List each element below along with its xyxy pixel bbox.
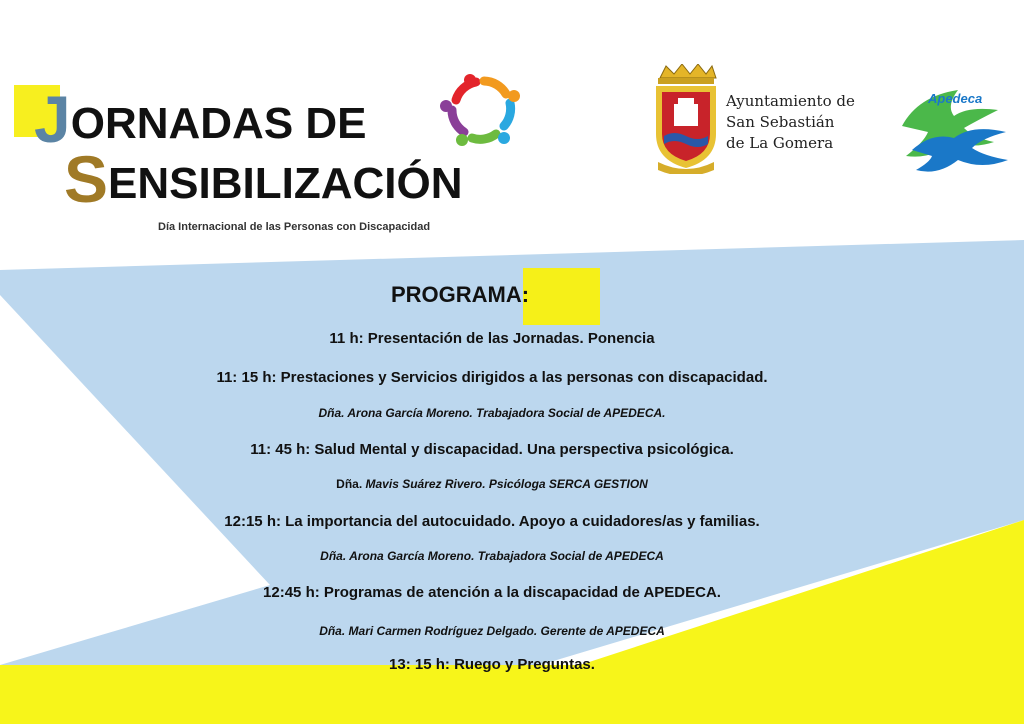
ayuntamiento-line-1: Ayuntamiento de [726, 92, 855, 110]
title-line-1-text: ORNADAS DE [70, 99, 367, 148]
program-item-6: 13: 15 h: Ruego y Preguntas. [389, 656, 595, 673]
program-speaker-3-prefix: Dña. [336, 477, 363, 491]
program-title: PROGRAMA: [390, 282, 530, 307]
program-speaker-3 [0, 477, 984, 491]
program-item-2: 11: 15 h: Prestaciones y Servicios dirigidos a las personas con discapacidad. [216, 369, 768, 386]
program-item-1: 11 h: Presentación de las Jornadas. Ponencia [329, 330, 655, 347]
ayuntamiento-name [726, 91, 855, 154]
program-item-4: 12:15 h: La importancia del autocuidado. Apoyo a cuidadores/as y familias. [224, 513, 760, 530]
ayuntamiento-line-3: de La Gomera [726, 134, 834, 152]
people-ring-icon [436, 70, 528, 152]
title-initial-j: J [34, 82, 71, 156]
title-line-2 [64, 142, 463, 216]
ayuntamiento-line-2: San Sebastián [726, 113, 835, 131]
subtitle: Día Internacional de las Personas con Discapacidad [158, 221, 431, 233]
program-speaker-5: Dña. Mari Carmen Rodríguez Delgado. Gerente de APEDECA [319, 624, 665, 638]
title-line-2-text: ENSIBILIZACIÓN [108, 159, 463, 208]
title-initial-s: S [64, 142, 109, 216]
program-item-3: 11: 45 h: Salud Mental y discapacidad. Una perspectiva psicológica. [250, 441, 734, 458]
program-speaker-3-text: Mavis Suárez Rivero. Psicóloga SERCA GESTION [365, 477, 648, 491]
coat-of-arms-icon [652, 64, 720, 174]
apedeca-logo-text: Apedeca [928, 91, 983, 106]
program-item-5: 12:45 h: Programas de atención a la discapacidad de APEDECA. [263, 584, 721, 601]
program-speaker-4: Dña. Arona García Moreno. Trabajadora Social de APEDECA [320, 549, 664, 563]
program-speaker-2: Dña. Arona García Moreno. Trabajadora Social de APEDECA. [318, 406, 666, 420]
